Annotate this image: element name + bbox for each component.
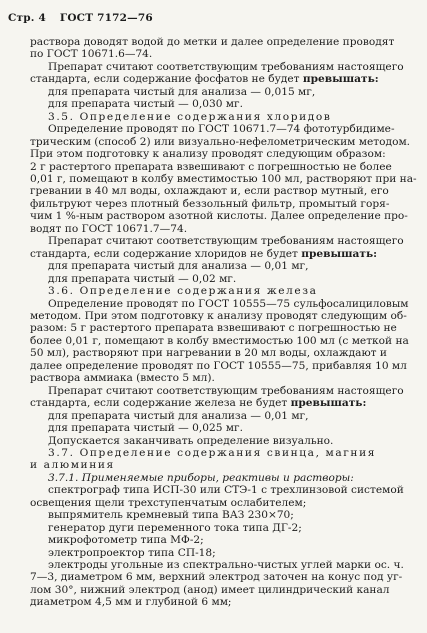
text-line: 3.7.1. Применяемые приборы, реактивы и растворы:: [48, 471, 354, 484]
text-line: Препарат считают соответствующим требованиям настоящего: [48, 235, 404, 248]
text-line: далее определение проводят по ГОСТ 10555—75, прибавляя 10 мл: [30, 359, 407, 372]
text-line: лом 30°, нижний электрод (анод) имеет цилиндрический канал: [30, 583, 390, 596]
text-line: по ГОСТ 10671.6—74.: [30, 48, 153, 61]
text-line: 50 мл), растворяют при нагревании в 20 мл воды, охлаждают и: [30, 347, 387, 360]
text-line: для препарата чистый для анализа — 0,01 мг,: [48, 260, 309, 273]
text-line: раствора доводят водой до метки и далее определение проводят: [30, 36, 395, 48]
text-line: водят по ГОСТ 10671.7—74.: [30, 222, 188, 235]
text-line: При этом подготовку к анализу проводят следующим образом:: [30, 148, 386, 161]
text-line: стандарта, если содержание железа не будет превышать:: [30, 397, 367, 410]
text-line: и алюминия: [30, 459, 115, 472]
text-line: для препарата чистый — 0,030 мг.: [48, 98, 243, 111]
text-line: микрофотометр типа МФ-2;: [48, 534, 204, 547]
text-line: 7—3, диаметром 6 мм, верхний электрод заточен на конус под уг-: [30, 571, 403, 584]
text-line: фильтруют через плотный беззольный фильтр, промытый горя-: [30, 197, 390, 210]
text-line: для препарата чистый для анализа — 0,015 мг,: [48, 85, 316, 98]
text-line: раствора аммиака (вместо 5 мл).: [30, 372, 215, 385]
text-line: методом. При этом подготовку к анализу проводят следующим об-: [30, 309, 407, 322]
text-line: Допускается заканчивать определение визуально.: [48, 434, 334, 447]
text-line: для препарата чистый для анализа — 0,01 мг,: [48, 409, 309, 422]
text-line: выпрямитель кремневый типа ВАЗ 230×70;: [48, 509, 294, 522]
text-line: более 0,01 г, помещают в колбу вместимостью 100 мл (с меткой на: [30, 334, 409, 347]
text-line: для препарата чистый — 0,025 мг.: [48, 422, 243, 435]
text-line: Препарат считают соответствующим требованиям настоящего: [48, 384, 404, 397]
text-line: освещения щели трехступенчатым ослабителем;: [30, 496, 307, 509]
text-line: электроды угольные из спектрально-чистых углей марки ос. ч.: [48, 559, 404, 572]
standard-number: ГОСТ 7172—76: [59, 12, 153, 24]
text-line: трическим (способ 2) или визуально-нефелометрическим методом.: [30, 135, 411, 148]
text-line: Препарат считают соответствующим требованиям настоящего: [48, 60, 404, 73]
text-line: 3.5. Определение содержания хлоридов: [48, 110, 332, 123]
text-line: Определение проводят по ГОСТ 10671.7—74 фототурбидиме-: [48, 123, 395, 136]
text-line: стандарта, если содержание хлоридов не будет превышать:: [30, 247, 378, 260]
text-line: 0,01 г, помещают в колбу вместимостью 100 мл, растворяют при на-: [30, 172, 417, 185]
text-line: стандарта, если содержание фосфатов не будет превышать:: [30, 73, 379, 86]
text-line: чим 1 %-ным раствором азотной кислоты. Далее определение про-: [30, 210, 408, 223]
text-line: Определение проводят по ГОСТ 10555—75 сульфосалициловым: [48, 297, 409, 310]
text-line: спектрограф типа ИСП-30 или СТЭ-1 с трехлинзовой системой: [48, 484, 404, 497]
text-line: 3.6. Определение содержания железа: [48, 285, 318, 298]
text-line: разом: 5 г растертого препарата взвешивают с погрешностью не: [30, 322, 397, 335]
body-text: [0, 36, 427, 609]
text-line: гревании в 40 мл воды, охлаждают и, если раствор мутный, его: [30, 185, 389, 198]
text-line: диаметром 4,5 мм и глубиной 6 мм;: [30, 596, 232, 609]
text-line: 2 г растертого препарата взвешивают с погрешностью не более: [30, 160, 392, 173]
text-line: генератор дуги переменного тока типа ДГ-2;: [48, 521, 302, 534]
page-header: [8, 12, 163, 24]
text-line: электропроектор типа СП-18;: [48, 546, 216, 559]
text-line: для препарата чистый — 0,02 мг.: [48, 272, 237, 285]
text-line: 3.7. Определение содержания свинца, магния: [48, 446, 377, 459]
page-number: Стр. 4: [8, 12, 47, 24]
